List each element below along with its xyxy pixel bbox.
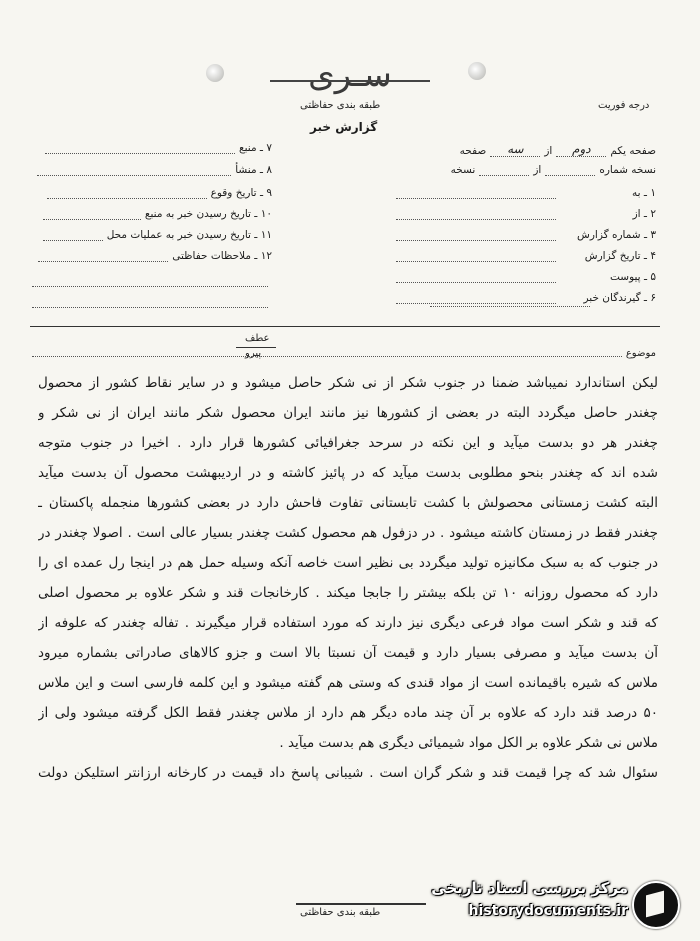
field-blank <box>38 261 168 262</box>
field-label: ۱۲ ـ ملاحظات حفاظتی <box>172 250 272 262</box>
header-divider <box>30 326 660 327</box>
report-title: گزارش خبر <box>310 120 378 134</box>
field-blank <box>396 219 556 220</box>
classification-label: طبقه بندی حفاظتی <box>300 100 381 111</box>
field-tail: صفحه <box>459 145 487 157</box>
form-row-from <box>396 208 656 220</box>
body-line: البته کشت زمستانی محصولش با کشت تابستانی تفاوت فاحش دارد در بعضی کشورها منجمله پاکستان ـ <box>38 495 658 511</box>
subject-label: موضوع <box>625 348 656 359</box>
form-row-source-date <box>43 208 272 220</box>
watermark <box>418 877 688 927</box>
footer-classification: طبقه بندی حفاظتی <box>300 907 381 918</box>
body-line: ملاس که شیره باقیمانده است از مواد قندی که وستی هم گفته میشود و این کلمه فارسی است و این ملاس <box>38 675 658 691</box>
form-row-copy <box>451 164 656 176</box>
field-label: نسخه شماره <box>599 164 656 176</box>
field-blank <box>43 219 141 220</box>
reference-label: عطف <box>245 333 270 344</box>
body-line: در جنوب که به سبک مکانیزه تولید میگردد بی نظیر است خاصه آنکه وسیله حمل هم در اینجا رل عمده ای را <box>38 555 658 571</box>
urgency-label: درجه فوریت <box>598 100 650 111</box>
field-label: ۳ ـ شماره گزارش <box>577 229 656 241</box>
form-row-attachment <box>396 271 656 283</box>
field-label: ۱۰ ـ تاریخ رسیدن خبر به منبع <box>144 208 272 220</box>
form-row-to <box>396 187 656 199</box>
handwritten-value: سه <box>490 142 540 157</box>
notes-line-1 <box>32 286 268 287</box>
archive-logo-icon <box>632 881 680 929</box>
form-row-origin <box>37 164 272 176</box>
field-label: ۷ ـ منبع <box>239 142 272 154</box>
field-blank <box>396 303 556 304</box>
body-line: چغندر فقط در زمستان کاشته میشود . در دزفول هم محصول کشت چغندر بسیار عالی است . اصولا چغندر در <box>38 525 658 541</box>
field-blank <box>396 240 556 241</box>
watermark-title: مرکز بررسی اسناد تاریخی <box>431 879 628 897</box>
field-label: ۶ ـ گیرندگان خبر <box>583 292 656 304</box>
field-blank <box>43 240 103 241</box>
field-label: صفحه یکم <box>610 145 656 157</box>
field-tail: نسخه <box>450 164 476 176</box>
form-row-security-notes <box>38 250 272 262</box>
body-line: که قند و شکر است مواد فرعی دیگری نیز دارند که مورد استفاده قرار میگیرند . تفاله چغندر که علوفه از <box>38 615 658 631</box>
handwritten-value: دوم <box>556 142 606 157</box>
body-line: آن بدست میآید و مصرفی بسیار دارد و قیمت آن نسبتا بالا است و جزو کالاهای صادراتی بشماره میرود <box>38 645 658 661</box>
form-row-report-number <box>396 229 656 241</box>
punch-hole-left <box>206 64 224 82</box>
body-line: ۵۰ درصد قند دارد که علاوه بر آن چند ماده دیگر هم دارد از ملاس چغندر فقط الکل گرفته میشود ولی از <box>38 705 658 721</box>
form-row-event-date <box>47 187 272 199</box>
field-mid: از <box>533 164 542 176</box>
field-label: ۵ ـ پیوست <box>609 271 656 283</box>
watermark-url: historydocuments.ir <box>468 903 628 919</box>
stamp-underline <box>270 80 430 82</box>
field-label: ۹ ـ تاریخ وقوع <box>210 187 272 199</box>
followup-label: پیرو <box>245 348 262 359</box>
report-body <box>38 368 658 788</box>
field-mid: از <box>544 145 553 157</box>
footer-stamp-line <box>296 903 426 905</box>
field-blank <box>396 282 556 283</box>
field-blank <box>396 198 556 199</box>
field-blank <box>479 175 529 176</box>
punch-hole-right <box>468 62 486 80</box>
field-blank <box>45 153 235 154</box>
body-line: چغندر حاصل میگردد البته در بعضی از کشورها نیز مانند ایران محصول شکر مانند ایران از نی شکر و <box>38 405 658 421</box>
secret-stamp: سـری <box>308 55 392 95</box>
field-blank <box>545 175 595 176</box>
form-row-page <box>460 142 656 157</box>
field-label: ۸ ـ منشأ <box>235 164 272 176</box>
body-line: ملاس نی شکر علاوه بر الکل مواد شیمیائی دیگری هم بدست میآید . <box>279 735 658 751</box>
field-blank <box>37 175 231 176</box>
field-label: ۱۱ ـ تاریخ رسیدن خبر به عملیات محل <box>106 229 272 241</box>
body-line: دارد که محصول روزانه ۱۰ تن بلکه بیشتر را جابجا میکند . کارخانجات قند و شکر علاوه بر محصول اصلی <box>38 585 658 601</box>
body-line: سئوال شد که چرا قیمت قند و شکر گران است . شیبانی پاسخ داد قیمت در کارخانه ارزانتر استلیکن دولت <box>38 765 658 781</box>
field-label: ۱ ـ به <box>632 187 656 199</box>
body-line: چغندر هر دو بدست میآید و این نکته در سرحد جغرافیائی کشورها قرار دارد . اخیرا در جنوب متوجه <box>38 435 658 451</box>
form-row-report-date <box>396 250 656 262</box>
field-label: ۲ ـ از <box>632 208 656 220</box>
form-row-recipients <box>396 292 656 304</box>
form-row-local-ops-date <box>43 229 272 241</box>
body-line: شده اند که چغندر بنحو مطلوبی بدست میآید که در پائیز کاشته و در اردیبهشت محصول آن بدست میآید <box>38 465 658 481</box>
field-blank <box>47 198 207 199</box>
form-row-source <box>45 142 272 154</box>
notes-line-2 <box>32 307 268 308</box>
field-label: ۴ ـ تاریخ گزارش <box>584 250 656 262</box>
recipients-extra-line <box>430 306 590 307</box>
field-blank <box>396 261 556 262</box>
subject-blank <box>32 348 622 357</box>
body-line: لیکن استاندارد نمیباشد ضمنا در جنوب شکر از نی شکر حاصل میشود و در سایر نقاط کشور از محصول <box>38 375 658 391</box>
